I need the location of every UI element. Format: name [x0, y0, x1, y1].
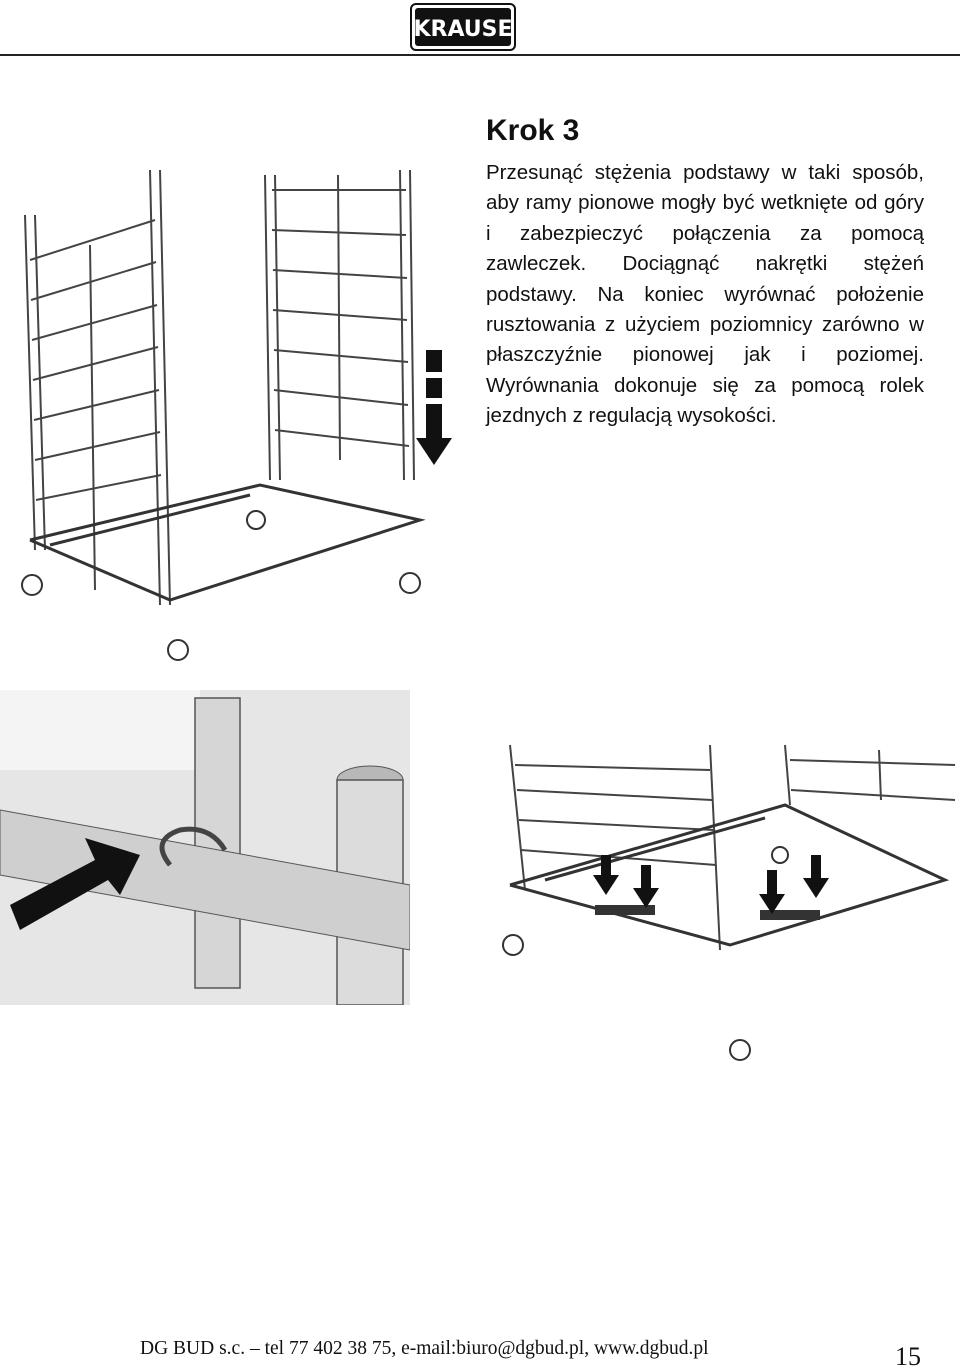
scaffold-assembly-illustration [0, 150, 480, 670]
krause-logo [410, 3, 516, 51]
step-instructions: Przesunąć stężenia podstawy w taki sposób, aby ramy pionowe mogły być wetknięte od góry i zabezpieczyć połączenia za pomocą zawleczek. Dociągnąć nakrętki stężeń podstawy. Na koniec wyrównać położenie rusztowania z użyciem poziomnicy zarówno w płaszczyźnie pionowej jak i poziomej. Wyrównania dokonuje się za pomocą rolek jezdnych z regulacją wysokości. [486, 161, 924, 428]
header-rule [0, 54, 960, 56]
page-number: 15 [895, 1342, 921, 1371]
svg-text:KRAUSE: KRAUSE [413, 17, 513, 42]
pin-connection-detail-illustration [0, 690, 410, 1005]
base-bracing-illustration [455, 690, 960, 1070]
step-title: Krok 3 [486, 114, 580, 147]
footer-contact: DG BUD s.c. – tel 77 402 38 75, e-mail:biuro@dgbud.pl, www.dgbud.pl [140, 1338, 709, 1359]
